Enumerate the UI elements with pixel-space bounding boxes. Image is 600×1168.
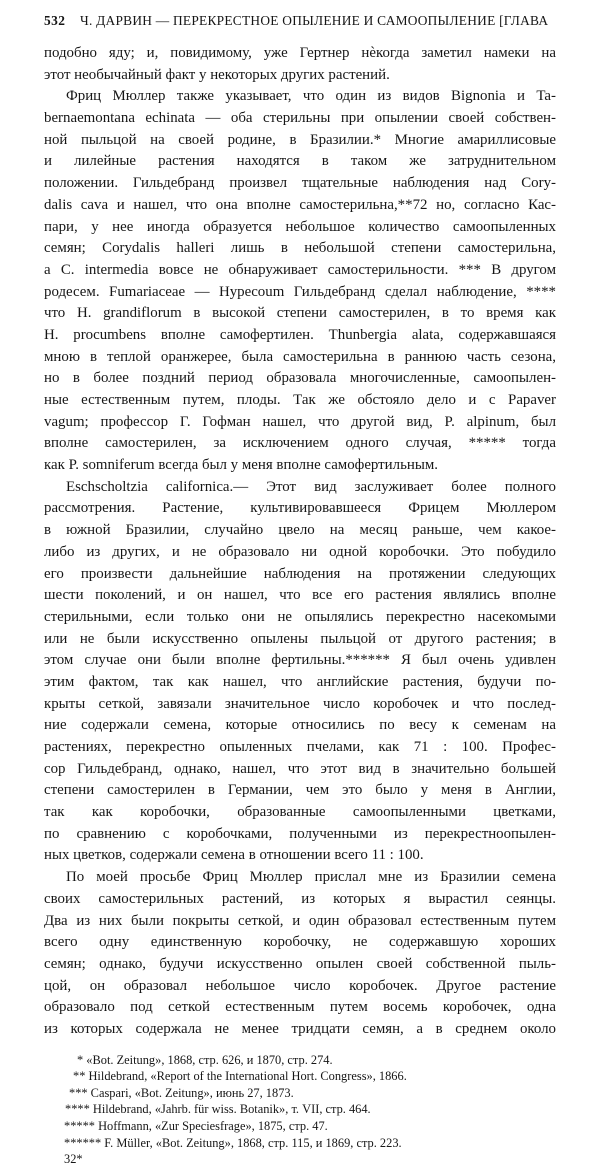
text-line: рассмотрения. Растение, культивировавшееся Фрицем Мюллером <box>44 500 556 517</box>
text-line: ные естественным путем, плоды. Так же обстояло дело и с Papaver <box>44 392 556 408</box>
text-line: как P. somniferum всегда был у меня вполне самофертильным. <box>44 457 438 474</box>
footnotes <box>44 1052 556 1168</box>
text-line: ной пыльцой на своей родине, в Бразилии.* Многие амариллисовые <box>44 131 556 148</box>
text-line: семян; Corydalis halleri лишь в небольшой степени самостерильна, <box>44 240 556 257</box>
text-line: мною в теплой оранжерее, была самостерильна в раннюю часть сезона, <box>44 348 556 365</box>
text-line: По моей просьбе Фриц Мюллер прислал мне из Бразилии семена <box>66 869 556 886</box>
text-line: или не были искусственно опылены пыльцой от другого растения; в <box>44 630 556 647</box>
page-header <box>44 13 556 35</box>
text-line: родесем. Fumariaceae — Hypecoum Гильдебранд сделал наблюдение, **** <box>44 283 556 300</box>
footnote: * «Bot. Zeitung», 1868, стр. 626, и 1870, стр. 274. <box>77 1052 333 1067</box>
text-line: крыты сеткой, завязали значительное число коробочек и что послед- <box>44 695 556 712</box>
footnote: ****** F. Müller, «Bot. Zeitung», 1868, стр. 115, и 1869, стр. 223. <box>64 1135 402 1150</box>
text-line: этим фактом, так как нашел, что английские растения, будучи по- <box>44 673 556 690</box>
text-line: a C. intermedia вовсе не обнаруживает самостерильности. *** В другом <box>44 261 556 278</box>
footnote: **** Hildebrand, «Jahrb. für wiss. Botanik», т. VII, стр. 464. <box>65 1102 371 1117</box>
text-line: по сравнению с коробочками, полученными из перекрестноопылен- <box>44 825 556 842</box>
text-line: образовало под сеткой естественным путем восемь коробочек, одна <box>44 999 556 1016</box>
text-line: из которых содержала не менее тридцати семян, а в среднем около <box>44 1020 556 1037</box>
footnote: ***** Hoffmann, «Zur Speciesfrage», 1875, стр. 47. <box>64 1119 328 1133</box>
text-line: цой, он образовал небольшое число коробочек. Другое растение <box>44 977 556 994</box>
footnote: ** Hildebrand, «Report of the International Hort. Congress», 1866. <box>73 1069 407 1084</box>
text-line: ных цветков, содержали семена в отношении всего 11 : 100. <box>44 847 424 864</box>
text-line: этом случае они были вполне фертильны.****** Я был очень удивлен <box>44 652 556 669</box>
text-line: что H. grandiflorum в высокой степени самостерилен, в то время как <box>44 305 556 322</box>
text-line: своих самостерильных растений, из которых я вырастил сеянцы. <box>44 890 556 907</box>
text-line: пари, у нее иногда образуется небольшое количество самоопыленных <box>44 218 556 235</box>
text-line: dalis cava и нашел, что она вполне самостерильна,**72 но, согласно Кас- <box>44 196 556 213</box>
footnote: *** Caspari, «Bot. Zeitung», июнь 27, 1873. <box>69 1085 294 1100</box>
body-text <box>44 43 556 1041</box>
running-head: Ч. ДАРВИН — ПЕРЕКРЕСТНОЕ ОПЫЛЕНИЕ И САМООПЫЛЕНИЕ [ГЛАВА <box>80 13 549 28</box>
text-line: либо из других, и не образовало ни одной коробочки. Это побудило <box>44 543 556 560</box>
text-line: bernaemontana echinata — оба стерильны при опылении своей собствен- <box>44 110 556 127</box>
text-line: вполне самостерилен, за исключением одного случая, ***** тогда <box>44 435 556 452</box>
text-line: всего одну единственную коробочку, не содержавшую хороших <box>44 934 556 951</box>
text-line: растениях, перекрестно опыленных пчелами, как 71 : 100. Профес- <box>44 739 556 755</box>
signature-mark: 32* <box>64 1152 83 1167</box>
text-line: так как коробочки, образованные самоопыленными цветками, <box>44 804 556 821</box>
text-line: и лилейные растения находятся в таком же затруднительном <box>44 153 556 170</box>
text-line: семян; однако, будучи искусственно опылен своей собственной пыль- <box>44 955 556 972</box>
text-line: сор Гильдебранд, однако, нашел, что этот вид в значительно большей <box>44 760 556 777</box>
text-line: Eschscholtzia californica.— Этот вид заслуживает более полного <box>66 478 556 495</box>
text-line: H. procumbens вполне самофертилен. Thunbergia alata, содержавшаяся <box>44 326 556 343</box>
text-line: положении. Гильдебранд произвел тщательные наблюдения над Cory- <box>44 175 556 192</box>
text-line: vagum; профессор Г. Гофман нашел, что другой вид, P. alpinum, был <box>44 413 556 430</box>
page-number: 532 <box>44 13 66 28</box>
text-line: шести поколений, и он нашел, что все его растения являлись вполне <box>44 587 556 604</box>
text-line: стерильными, если только они не опылялись перекрестно насекомыми <box>44 608 556 625</box>
text-line: ние содержали семена, которые относились по весу к семенам на <box>44 717 556 734</box>
text-line: Два из них были покрыты сеткой, и один образовал естественным путем <box>44 912 556 929</box>
text-line: но в более поздний период образовала многочисленные, самоопылен- <box>44 370 556 387</box>
text-line: степени самостерилен в Германии, чем это было у меня в Англии, <box>44 782 556 799</box>
text-line: Фриц Мюллер также указывает, что один из видов Bignonia и Ta- <box>66 88 556 105</box>
text-line: в южной Бразилии, случайно цвело на месяц раньше, чем какое- <box>44 522 556 539</box>
text-line: его произвести дальнейшие наблюдения на протяжении следующих <box>44 565 556 582</box>
text-line: подобно яду; и, повидимому, уже Гертнер нѐкогда заметил намеки на <box>44 45 556 61</box>
text-line: этот необычайный факт у некоторых других растений. <box>44 66 390 83</box>
